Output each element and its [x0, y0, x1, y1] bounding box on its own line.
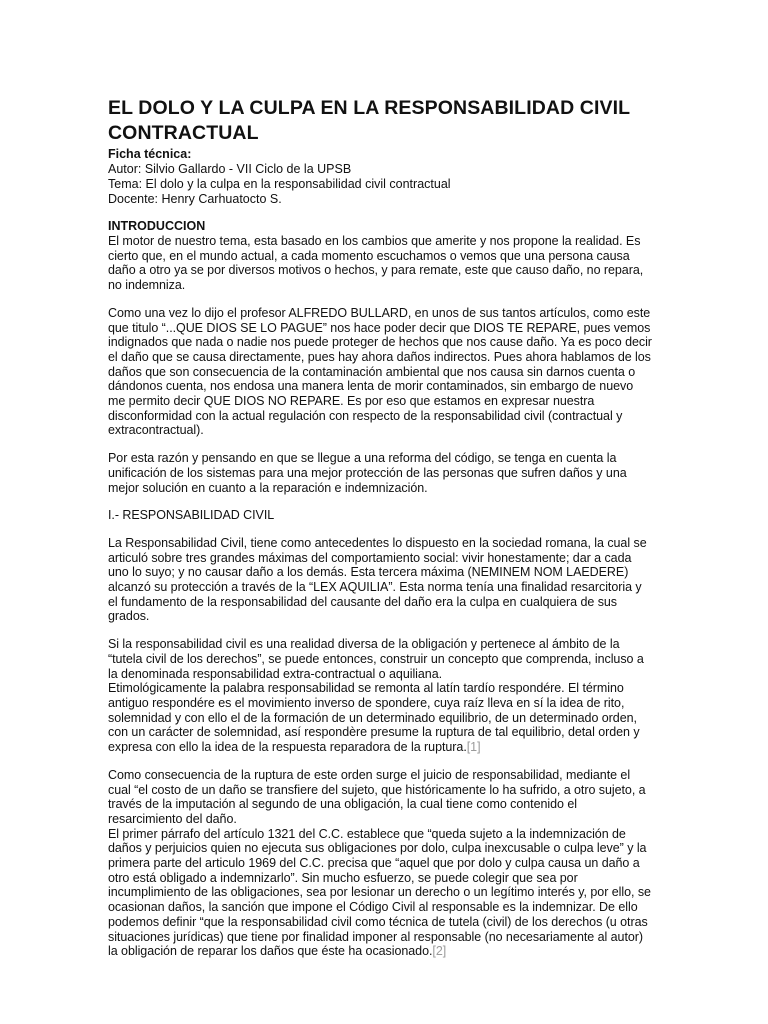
document-body	[108, 96, 653, 972]
paragraph-text: El primer párrafo del artículo 1321 del C.C. establece que “queda sujeto a la indemnización de daños y perjuicios quien no ejecuta sus obligaciones por dolo, culpa inexcusable o culpa leve” y la primera parte del articulo 1969 del C.C. precisa que “aquel que por dolo y culpa causa un daño a otro está obligado a indemnizarlo”. Sin mucho esfuerzo, se puede colegir que sea por incumplimiento de las obligaciones, sea por lesionar un derecho o un legítimo interés y, por ello, se ocasionan daños, la sanción que impone el Código Civil al responsable es la indemnizar. De ello podemos definir “que la responsabilidad civil como técnica de tutela (civil) de los derechos (u otras situaciones jurídicas) que tiene por finalidad imponer al responsable (no necesariamente al autor) la obligación de reparar los daños que éste ha ocasionado.	[108, 826, 651, 959]
intro-heading: INTRODUCCION	[108, 219, 206, 233]
document-title: EL DOLO Y LA CULPA EN LA RESPONSABILIDAD CIVIL CONTRACTUAL	[108, 97, 630, 144]
ficha-label: Ficha técnica:	[108, 147, 192, 161]
section-1-paragraph-1: La Responsabilidad Civil, tiene como antecedentes lo dispuesto en la sociedad romana, la cual se articuló sobre tres grandes máximas del comportamiento social: vivir honestamente; dar a cada uno lo suyo; y no causar daño a los demás. Esta tercera máxima (NEMINEM NOM LAEDERE) alcanzó su protección a través de la “LEX AQUILIA”. Esta norma tenía una finalidad resarcitoria y el fundamento de la responsabilidad del causante del daño era la culpa en cualquiera de sus grados.	[108, 535, 647, 624]
footnote-ref-2[interactable]: [2]	[432, 944, 447, 959]
section-1-paragraph-3	[108, 681, 653, 755]
ficha-tecnica	[108, 147, 653, 207]
intro-paragraph-1: El motor de nuestro tema, esta basado en los cambios que amerite y nos propone la realidad. Es cierto que, en el mundo actual, a cada momento escuchamos o vemos que una persona causa daño a otro ya se por diversos motivos o hechos, y para remate, este que causo daño, no repara, no indemniza.	[108, 234, 644, 293]
intro-paragraph-3: Por esta razón y pensando en que se llegue a una reforma del código, se tenga en cuenta la unificación de los sistemas para una mejor protección de las personas que sufren daños y una mejor solución en cuanto a la reparación e indemnización.	[108, 451, 627, 495]
section-1-paragraph-5	[108, 827, 653, 959]
footnote-ref-1[interactable]: [1]	[466, 740, 481, 755]
section-1-paragraph-2: Si la responsabilidad civil es una realidad diversa de la obligación y pertenece al ámbito de la “tutela civil de los derechos”, se puede entonces, construir un concepto que comprenda, incluso a la denominada responsabilidad extra-contractual o aquiliana.	[108, 637, 644, 681]
paragraph-text: Etimológicamente la palabra responsabilidad se remonta al latín tardío respondére. El término antiguo respondére es el movimiento inverso de spondere, cuya raíz lleva en sí la idea de rito, solemnidad y con ello el de la formación de un determinado equilibrio, de un determinado orden, con un carácter de solemnidad, así respondère presume la ruptura de tal equilibrio, detal orden y expresa con ello la idea de la respuesta reparadora de la ruptura.	[108, 681, 640, 755]
ficha-autor: Autor: Silvio Gallardo - VII Ciclo de la UPSB	[108, 162, 352, 176]
intro-paragraph-2: Como una vez lo dijo el profesor ALFREDO BULLARD, en unos de sus tantos artículos, como este que titulo “...QUE DIOS SE LO PAGUE” nos hace poder decir que DIOS TE REPARE, pues vemos indignados que nada o nadie nos puede proteger de hechos que nos cause daño. Ya es poco decir el daño que se causa directamente, pues hay ahora daños indirectos. Pues ahora hablamos de los daños que son consecuencia de la contaminación ambiental que nos causa sin darnos cuenta o dándonos cuenta, nos endosa una manera lenta de morir contaminados, sin embargo de nuevo me permito decir QUE DIOS NO REPARE. Es por eso que estamos en expresar nuestra disconformidad con la actual regulación con respecto de la responsabilidad civil (contractual y extracontractual).	[108, 305, 652, 438]
section-1-heading: I.- RESPONSABILIDAD CIVIL	[108, 508, 275, 523]
ficha-tema: Tema: El dolo y la culpa en la responsabilidad civil contractual	[108, 177, 451, 191]
ficha-docente: Docente: Henry Carhuatocto S.	[108, 192, 282, 206]
section-1-paragraph-4: Como consecuencia de la ruptura de este orden surge el juicio de responsabilidad, mediante el cual “el costo de un daño se transfiere del sujeto, que históricamente lo ha sufrido, a otro sujeto, a través de la imputación al segundo de una obligación, la cual tiene como contenido el resarcimiento del daño.	[108, 767, 646, 826]
